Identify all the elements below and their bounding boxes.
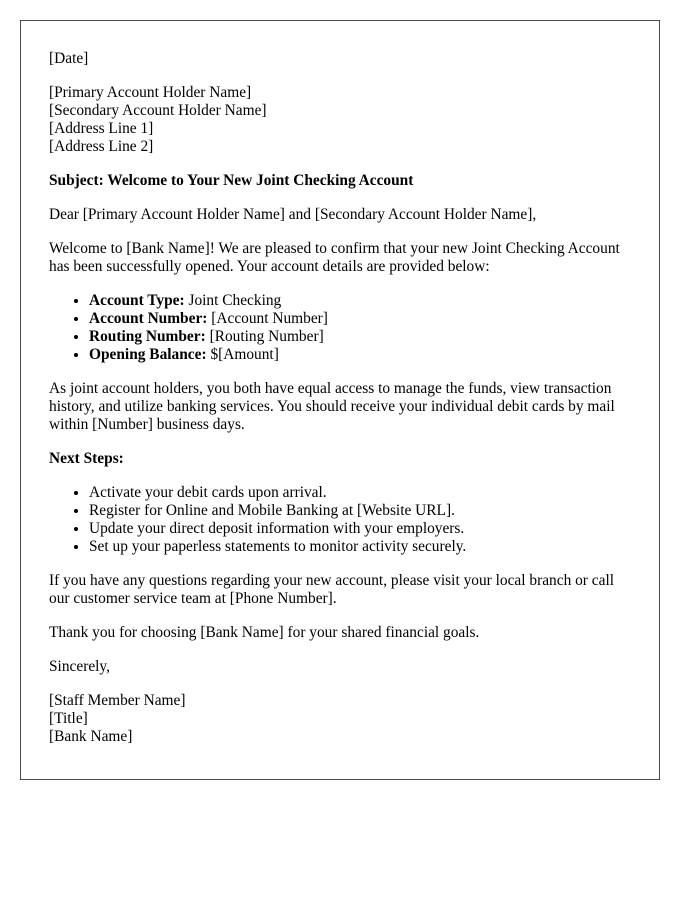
detail-value: [Routing Number] — [205, 328, 324, 345]
bank-name: [Bank Name] — [49, 728, 133, 745]
staff-title: [Title] — [49, 710, 88, 727]
detail-value: Joint Checking — [184, 292, 282, 309]
detail-value: [Account Number] — [207, 310, 328, 327]
list-item-routing-number — [89, 328, 631, 346]
primary-account-holder: [Primary Account Holder Name] — [49, 84, 252, 101]
list-item-account-type — [89, 292, 631, 310]
detail-label: Account Type: — [89, 292, 185, 309]
joint-info-paragraph: As joint account holders, you both have equal access to manage the funds, view transaction history, and utilize banking services. You should receive your individual debit cards by mail within [Number] business days. — [49, 380, 615, 433]
intro-paragraph: Welcome to [Bank Name]! We are pleased to confirm that your new Joint Checking Account has been successfully opened. Your account details are provided below: — [49, 240, 620, 275]
detail-label: Routing Number: — [89, 328, 206, 345]
list-item-opening-balance — [89, 346, 631, 364]
letter-date: [Date] — [49, 50, 89, 67]
closing: Sincerely, — [49, 658, 110, 675]
address-line-1: [Address Line 1] — [49, 120, 154, 137]
list-item: • Register for Online and Mobile Banking at [Website URL]. — [89, 502, 631, 520]
signature-block — [49, 692, 631, 746]
next-steps-heading: Next Steps: — [49, 450, 124, 467]
address-line-2: [Address Line 2] — [49, 138, 154, 155]
list-item: • Activate your debit cards upon arrival. — [89, 484, 631, 502]
detail-label: Opening Balance: — [89, 346, 207, 363]
letter-document — [20, 20, 660, 780]
list-item: • Update your direct deposit information with your employers. — [89, 520, 631, 538]
list-item: • Set up your paperless statements to monitor activity securely. — [89, 538, 631, 556]
secondary-account-holder: [Secondary Account Holder Name] — [49, 102, 267, 119]
salutation: Dear [Primary Account Holder Name] and [Secondary Account Holder Name], — [49, 206, 537, 223]
detail-label: Account Number: — [89, 310, 208, 327]
thanks-paragraph: Thank you for choosing [Bank Name] for your shared financial goals. — [49, 624, 480, 641]
staff-member-name: [Staff Member Name] — [49, 692, 186, 709]
next-steps-list — [49, 484, 631, 556]
recipient-address-block — [49, 84, 631, 156]
list-item-account-number — [89, 310, 631, 328]
account-details-list — [49, 292, 631, 364]
questions-paragraph: If you have any questions regarding your new account, please visit your local branch or call our customer service team at [Phone Number]. — [49, 572, 614, 607]
detail-value: $[Amount] — [206, 346, 279, 363]
letter-subject: Subject: Welcome to Your New Joint Checking Account — [49, 172, 414, 189]
